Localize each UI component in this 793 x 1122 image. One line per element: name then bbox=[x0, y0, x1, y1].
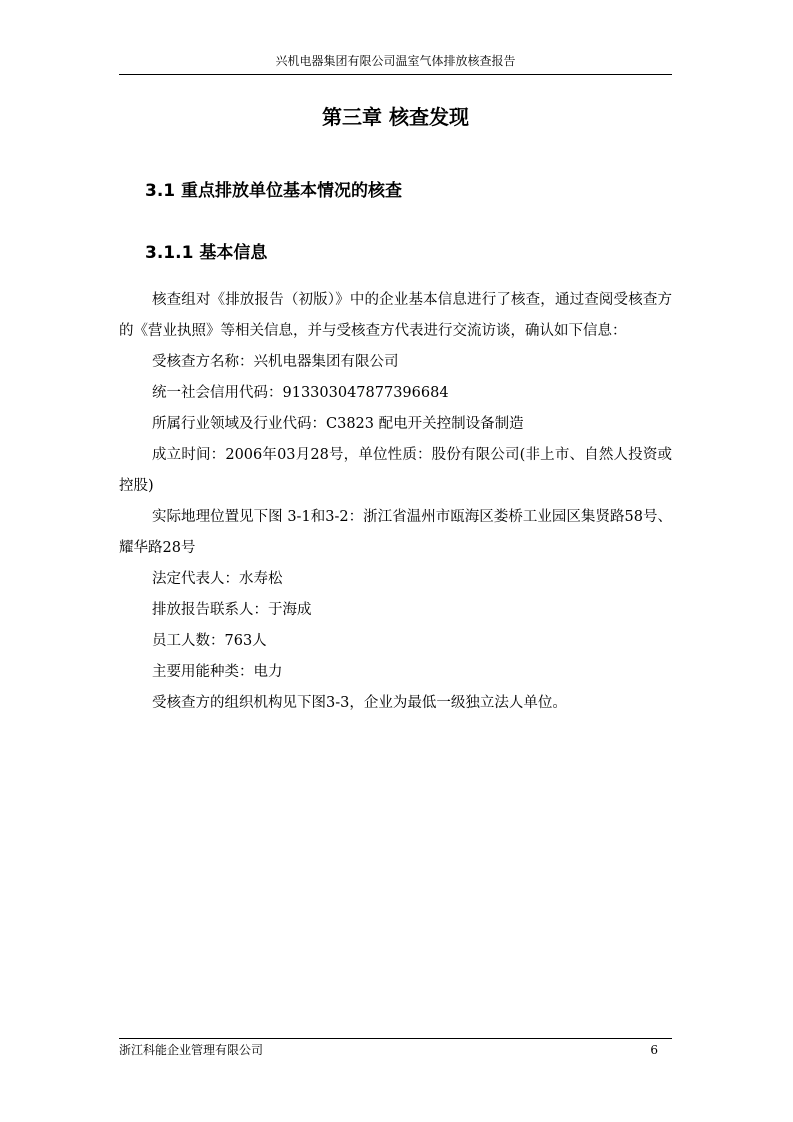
page-number: 6 bbox=[650, 1043, 658, 1057]
intro-paragraph: 核查组对《排放报告（初版）》中的企业基本信息进行了核查，通过查阅受核查方的《营业执照》等相关信息，并与受核查方代表进行交流访谈，确认如下信息： bbox=[119, 292, 672, 339]
footer-company: 浙江科能企业管理有限公司 bbox=[119, 1043, 264, 1057]
section-title: 3.1 重点排放单位基本情况的核查 bbox=[145, 181, 403, 201]
info-industry: 所属行业领域及行业代码：C3823 配电开关控制设备制造 bbox=[152, 416, 524, 432]
info-organization: 受核查方的组织机构见下图3-3，企业为最低一级独立法人单位。 bbox=[152, 695, 567, 711]
info-credit-code: 统一社会信用代码：913303047877396684 bbox=[152, 385, 449, 401]
info-location: 实际地理位置见下图 3-1和3-2：浙江省温州市瓯海区娄桥工业园区集贤路58号、耀华路28号 bbox=[119, 509, 672, 556]
subsection-title: 3.1.1 基本信息 bbox=[145, 243, 268, 263]
page-header bbox=[119, 52, 672, 75]
body-content bbox=[119, 285, 672, 719]
info-contact: 排放报告联系人：于海成 bbox=[152, 602, 312, 618]
chapter-title: 第三章 核查发现 bbox=[322, 105, 469, 129]
info-employees: 员工人数：763人 bbox=[152, 633, 267, 649]
info-legal-rep: 法定代表人：水寿松 bbox=[152, 571, 283, 587]
page-footer bbox=[119, 1038, 672, 1059]
info-founding: 成立时间：2006年03月28号，单位性质：股份有限公司(非上市、自然人投资或控股) bbox=[119, 447, 672, 494]
info-energy-type: 主要用能种类：电力 bbox=[152, 664, 283, 680]
info-company-name: 受核查方名称：兴机电器集团有限公司 bbox=[152, 354, 399, 370]
header-title: 兴机电器集团有限公司温室气体排放核查报告 bbox=[275, 54, 516, 68]
